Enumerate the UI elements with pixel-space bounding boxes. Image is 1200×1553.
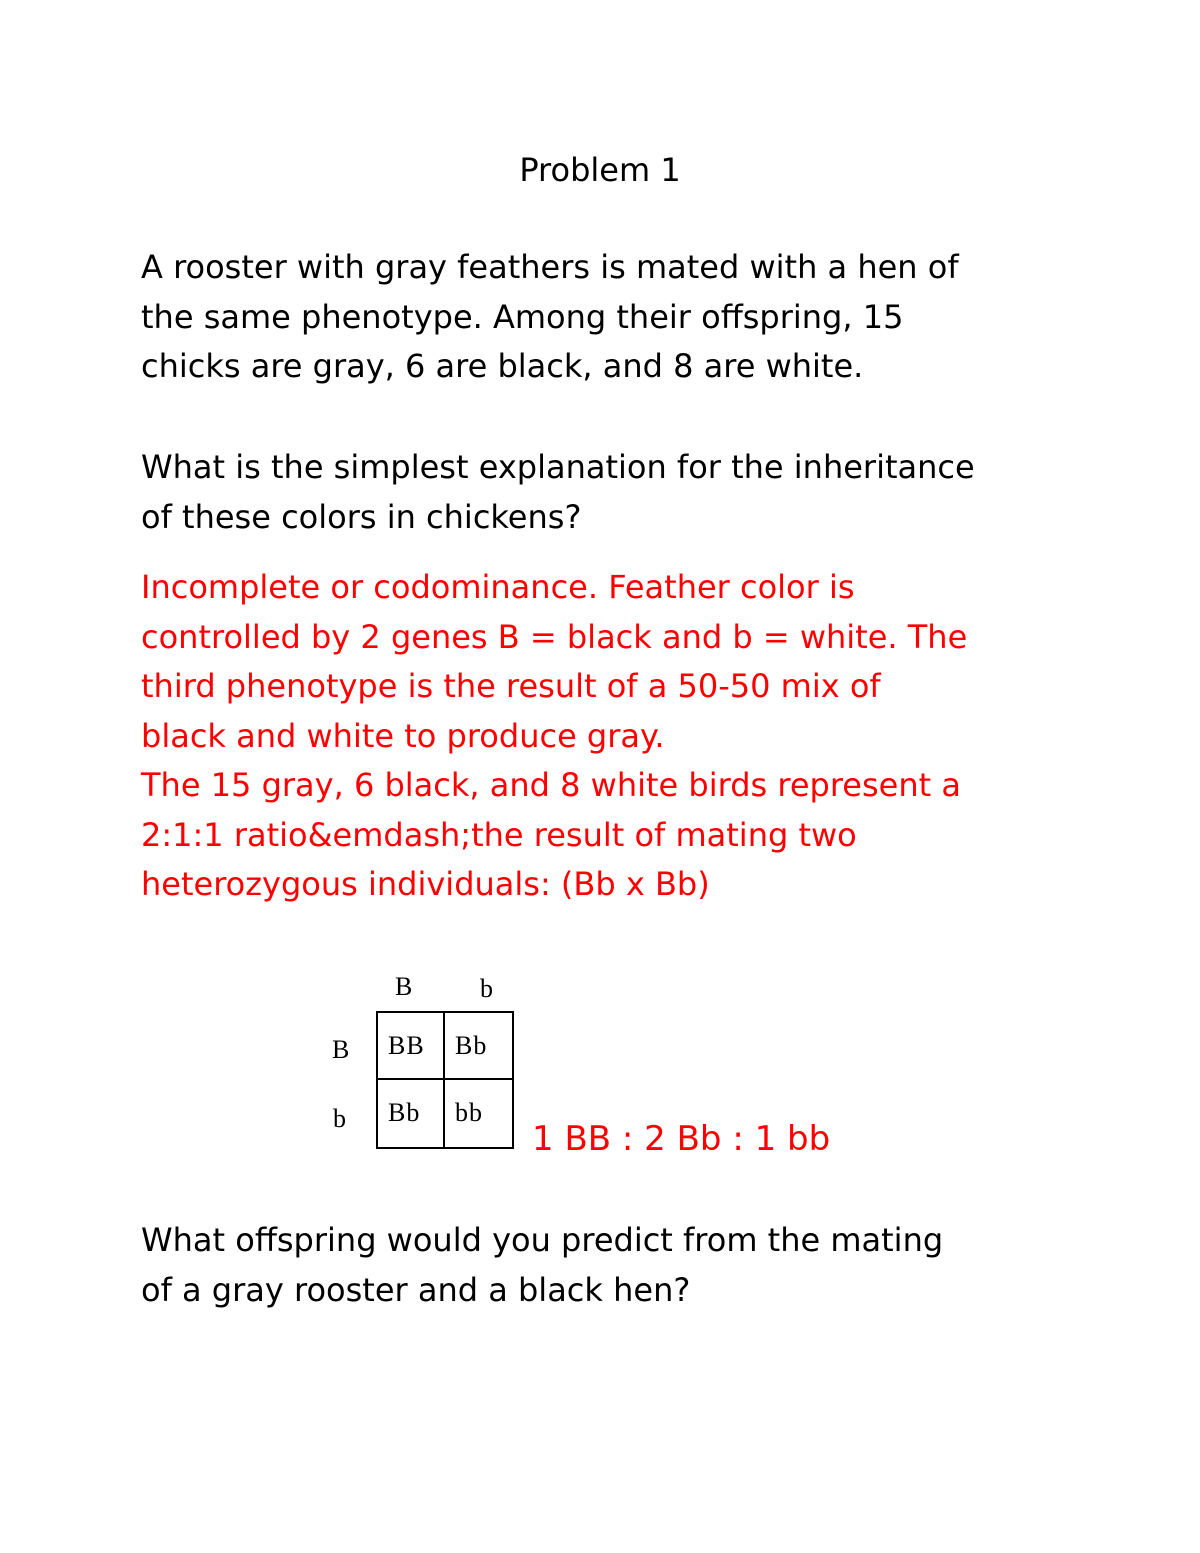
punnett-cell: bb bbox=[455, 1098, 483, 1127]
text-line: third phenotype is the result of a 50-50 mix of bbox=[141, 667, 881, 705]
genotype-ratio: 1 BB : 2 Bb : 1 bb bbox=[532, 1119, 831, 1159]
text-line: the same phenotype. Among their offspring, 15 bbox=[141, 297, 904, 336]
punnett-cell: Bb bbox=[445, 1013, 512, 1080]
punnett-grid bbox=[376, 1011, 514, 1149]
text-line: 2:1:1 ratio&emdash;the result of mating two bbox=[141, 815, 857, 854]
text-line: of a gray rooster and a black hen? bbox=[141, 1270, 691, 1309]
page-title: Problem 1 bbox=[519, 151, 681, 189]
text-line: controlled by 2 genes B = black and b = white. The bbox=[141, 617, 968, 656]
text-line: black and white to produce gray. bbox=[141, 716, 665, 755]
text-line: What is the simplest explanation for the inheritance bbox=[141, 448, 975, 486]
text-line: What offspring would you predict from the mating bbox=[141, 1221, 944, 1259]
punnett-cell: BB bbox=[378, 1013, 445, 1080]
text-line: chicks are gray, 6 are black, and 8 are white. bbox=[141, 347, 864, 385]
problem-statement bbox=[141, 243, 1081, 392]
text-line: of these colors in chickens? bbox=[141, 497, 582, 536]
punnett-cell: Bb bbox=[378, 1080, 445, 1147]
punnett-row-header: B bbox=[332, 1035, 350, 1064]
punnett-col-header: b bbox=[480, 974, 493, 1003]
punnett-col-header: B bbox=[395, 972, 413, 1001]
text-line: A rooster with gray feathers is mated with a hen of bbox=[141, 248, 959, 286]
text-line: The 15 gray, 6 black, and 8 white birds represent a bbox=[141, 766, 961, 804]
text-line: heterozygous individuals: (Bb x Bb) bbox=[141, 865, 710, 903]
text-line: Incomplete or codominance. Feather color is bbox=[141, 568, 855, 606]
answer-1 bbox=[141, 563, 1081, 910]
punnett-row-header: b bbox=[333, 1104, 346, 1133]
question-2 bbox=[141, 1216, 1081, 1315]
question-1 bbox=[141, 443, 1081, 542]
